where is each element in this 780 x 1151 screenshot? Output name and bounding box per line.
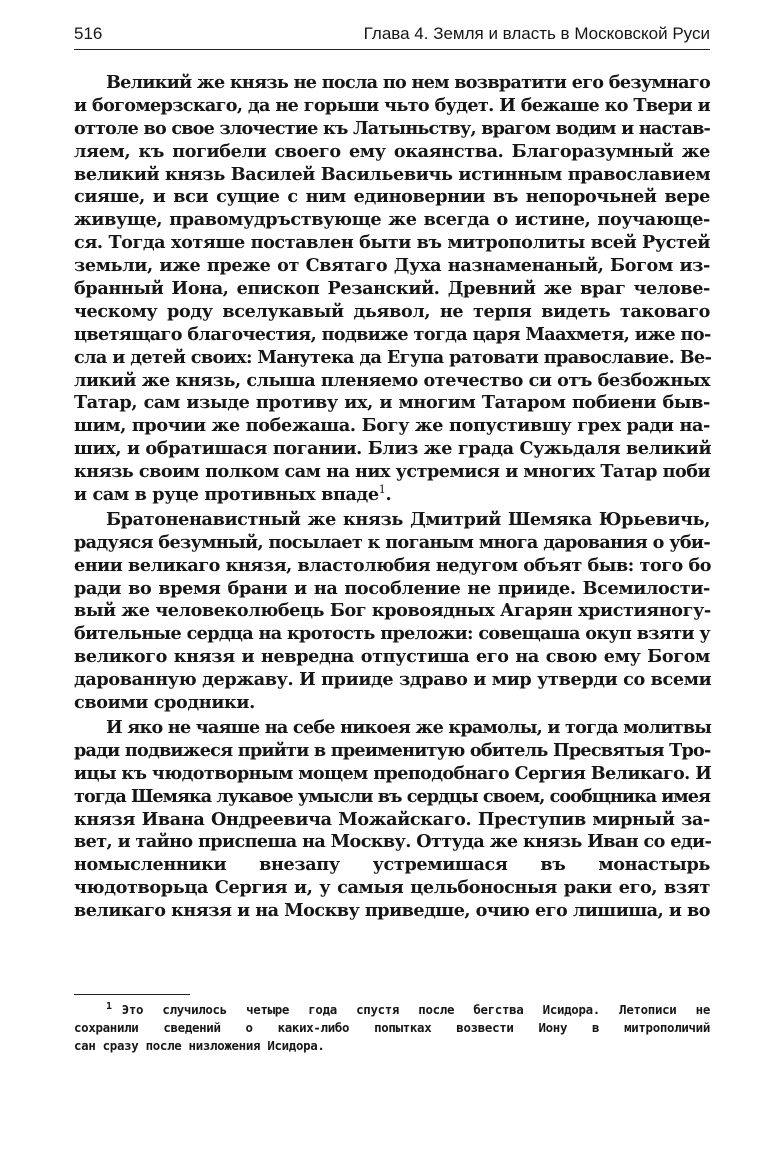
text-line: радуяся безумный, посылает к поганым многа дарования о уби-: [74, 531, 710, 553]
footnote-rule: [74, 994, 190, 995]
paragraph-2: [74, 509, 710, 715]
text-line: великий князь Василей Васильевичь истинным православием: [74, 163, 711, 185]
text-line: ческому роду вселукавый дьявол, не терпя видеть таковаго: [74, 300, 710, 322]
body-text: [74, 72, 710, 925]
text-line: оттоле во свое злочестие къ Латыньству, врагом водим и настав-: [74, 117, 710, 139]
text-line: великого князя и невредна отпустиша его на свою ему Богом: [74, 646, 710, 668]
footnote: [74, 1001, 710, 1055]
footnote-line: сохранили сведений о каких-либо попытках возвести Иону в митрополичий: [74, 1020, 710, 1035]
text-line: князя Ивана Ондреевича Можайскаго. Преступив мирный за-: [74, 808, 710, 830]
text-line: ицы къ чюдотворным мощем преподобнаго Сергия Великаго. И: [74, 762, 712, 784]
text-line: своими сродники.: [74, 692, 255, 714]
text-line: великаго князя и на Москву приведше, очию его лишиша, и во: [74, 900, 710, 922]
text-line: цветящаго благочестия, подвиже тогда царя Маахметя, иже по-: [74, 323, 711, 345]
text-line: ших, и обратишася погании. Близ же града Сужьдаля великий: [74, 438, 712, 460]
text-line: бранный Иона, епископ Резанский. Древний же враг челове-: [74, 278, 710, 300]
text-line: ляем, къ погибели своего ему окаянства. Благоразумный же: [74, 140, 710, 162]
text-line: князь своим полком сам на них устремися и многих Татар поби: [74, 461, 710, 483]
text-line: бительные сердца на кротость преложи: совещаша окуп взяти у: [74, 623, 710, 645]
text-line: Татар, сам изыде противу их, и многим Татаром побиени быв-: [74, 392, 710, 414]
text-line: и богомерзскаго, да не горьши чьто будет. И бежаше ко Твери и: [74, 94, 710, 116]
text-line: дарованную державу. И прииде здраво и мир утверди со всеми: [74, 669, 712, 691]
text-line: вый же человеколюбець Бог кровоядных Агарян християногу-: [74, 600, 711, 622]
text-line: номысленники внезапу устремишася въ монастырь: [74, 854, 710, 876]
footnote-text: Это случилось четыре года спустя после бегства Исидора. Летописи не: [121, 1002, 710, 1017]
text-line: вет, и тайно приспеша на Москву. Оттуда же князь Иван со еди-: [74, 831, 712, 853]
text-segment: .: [385, 484, 392, 506]
text-line: ради во время брани и на пособление не прииде. Всемилости-: [74, 577, 710, 599]
text-line: сияше, и вси сущие с ним единовернии въ непорочьней вере: [74, 186, 710, 208]
page-number: 516: [74, 24, 103, 43]
text-line: Братоненавистный же князь Дмитрий Шемяка Юрьевичь,: [106, 508, 710, 530]
text-line: ся. Тогда хотяше поставлен быти въ митрополиты всей Рустей: [74, 232, 710, 254]
text-line: земьли, иже преже от Святаго Духа назнаменаный, Богом из-: [74, 255, 710, 277]
text-line: шим, прочии же побежаша. Богу же попустившу грех ради на-: [74, 415, 710, 437]
text-line: ении великаго князя, властолюбия недугом объят быв: того бо: [74, 554, 712, 576]
footnote-reference[interactable]: 1: [378, 483, 386, 497]
footnote-number: 1: [106, 1001, 112, 1012]
text-line: [74, 484, 710, 507]
text-line: Великий же князь не посла по нем возвратити его безумнаго: [106, 72, 710, 93]
paragraph-3: [74, 717, 710, 923]
text-segment: и сам в руце противных впаде: [74, 484, 379, 506]
text-line: ради подвижеся прийти в преименитую обитель Пресвятыя Тро-: [74, 739, 711, 761]
text-line: ликий же князь, слыша пленяемо отечество си отъ безбожных: [74, 369, 710, 391]
footnote-line: сан сразу после низложения Исидора.: [74, 1038, 325, 1053]
text-line: сла и детей своих: Манутека да Егупа ратовати православие. Ве-: [74, 346, 712, 368]
running-title: Глава 4. Земля и власть в Московской Руси: [363, 24, 710, 43]
footnote-line: [74, 1001, 710, 1019]
paragraph-1: [74, 72, 710, 507]
text-line: чюдотворьца Сергия и, у самыя цельбоносныя раки его, взят: [74, 877, 710, 899]
header-rule: [74, 49, 710, 50]
page-header: [74, 21, 710, 47]
text-line: И яко не чаяше на себе никоея же крамолы, и тогда молитвы: [106, 716, 712, 738]
text-line: тогда Шемяка лукавое умысли въ сердцы своем, сообщника имея: [74, 785, 710, 807]
text-line: живуще, правомудръствующе же всегда о истине, поучающе-: [74, 209, 710, 231]
